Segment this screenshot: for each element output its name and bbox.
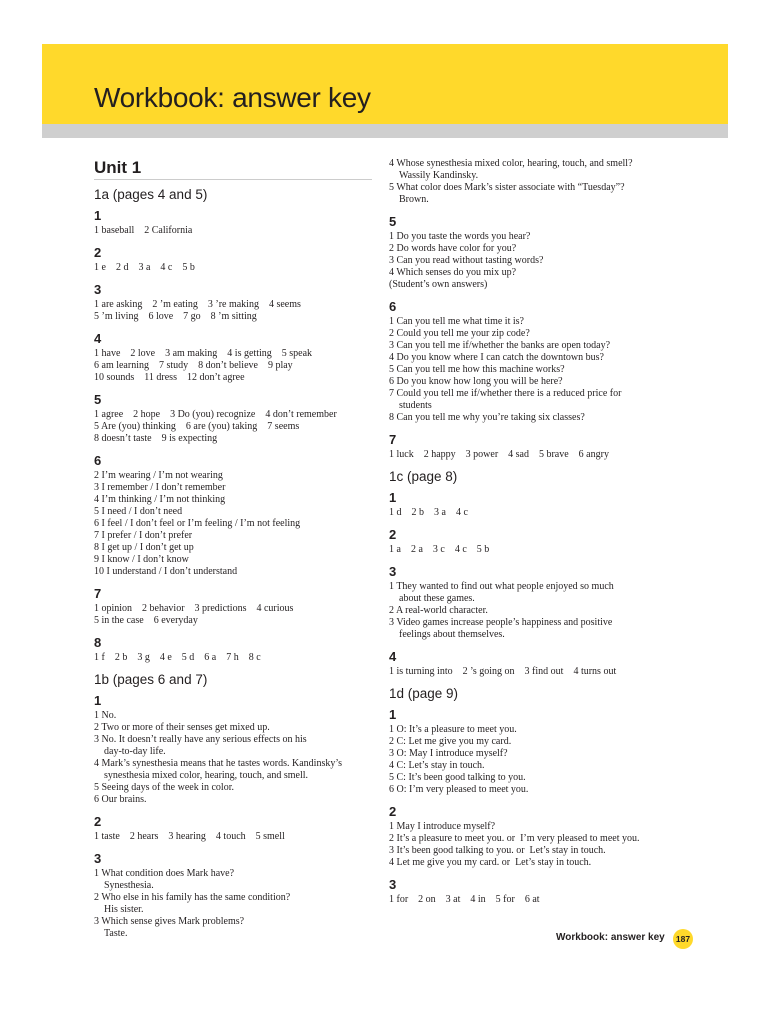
answer-lines bbox=[389, 724, 679, 796]
answer-line: 3 Can you read without tasting words? bbox=[389, 255, 544, 266]
answer-line: day-to-day life. bbox=[104, 746, 166, 757]
answer-line: 4 Mark’s synesthesia means that he tastes words. Kandinsky’s bbox=[94, 758, 343, 769]
answer-line: 1 baseball 2 California bbox=[94, 225, 193, 236]
answer-line: 5 Seeing days of the week in color. bbox=[94, 782, 234, 793]
answer-line: 1 They wanted to find out what people enjoyed so much bbox=[389, 581, 614, 592]
page-number: 187 bbox=[673, 929, 693, 949]
answer-line: 3 Video games increase people’s happiness and positive bbox=[389, 617, 613, 628]
exercise-number: 1 bbox=[389, 490, 397, 505]
answer-line: Taste. bbox=[104, 928, 128, 939]
answer-line: feelings about themselves. bbox=[399, 629, 505, 640]
answer-line: 1 taste 2 hears 3 hearing 4 touch 5 smell bbox=[94, 831, 285, 842]
answer-lines bbox=[94, 409, 372, 445]
answer-line: 1 Do you taste the words you hear? bbox=[389, 231, 531, 242]
answer-line: 3 O: May I introduce myself? bbox=[389, 748, 508, 759]
answer-lines bbox=[389, 894, 679, 906]
answer-line: 1 for 2 on 3 at 4 in 5 for 6 at bbox=[389, 894, 540, 905]
exercise-number: 1 bbox=[389, 707, 397, 722]
exercise-number: 2 bbox=[389, 527, 397, 542]
section-1b-title: 1b (pages 6 and 7) bbox=[94, 672, 208, 687]
answer-line: 1 No. bbox=[94, 710, 117, 721]
answer-line: 4 Whose synesthesia mixed color, hearing, touch, and smell? bbox=[389, 158, 633, 169]
answer-lines bbox=[389, 544, 679, 556]
exercise-number: 7 bbox=[94, 586, 102, 601]
answer-line: 1 is turning into 2 ’s going on 3 find out 4 turns out bbox=[389, 666, 617, 677]
answer-line: 2 Two or more of their senses get mixed up. bbox=[94, 722, 270, 733]
answer-line: (Student’s own answers) bbox=[389, 279, 488, 290]
answer-line: 1 agree 2 hope 3 Do (you) recognize 4 don’t remember bbox=[94, 409, 337, 420]
answer-line: 4 C: Let’s stay in touch. bbox=[389, 760, 485, 771]
section-1c-title: 1c (page 8) bbox=[389, 469, 458, 484]
exercise-number: 2 bbox=[94, 814, 102, 829]
section-1a-title: 1a (pages 4 and 5) bbox=[94, 187, 208, 202]
exercise-number: 1 bbox=[94, 693, 102, 708]
answer-line: 1 d 2 b 3 a 4 c bbox=[389, 507, 468, 518]
unit-title: Unit 1 bbox=[94, 158, 372, 180]
answer-line: 1 What condition does Mark have? bbox=[94, 868, 235, 879]
answer-line: 1 f 2 b 3 g 4 e 5 d 6 a 7 h 8 c bbox=[94, 652, 261, 663]
answer-line: 7 Could you tell me if/whether there is a reduced price for bbox=[389, 388, 622, 399]
answer-line: 5 in the case 6 everyday bbox=[94, 615, 198, 626]
answer-line: 8 Can you tell me why you’re taking six classes? bbox=[389, 412, 585, 423]
exercise-number: 5 bbox=[389, 214, 397, 229]
page-title: Workbook: answer key bbox=[94, 82, 371, 113]
answer-lines bbox=[94, 831, 372, 843]
exercise-number: 2 bbox=[389, 804, 397, 819]
exercise-number: 3 bbox=[389, 877, 397, 892]
answer-lines bbox=[94, 470, 372, 578]
answer-lines bbox=[389, 231, 679, 291]
answer-lines bbox=[389, 821, 679, 869]
answer-lines bbox=[94, 603, 372, 627]
answer-line: 1 luck 2 happy 3 power 4 sad 5 brave 6 angry bbox=[389, 449, 609, 460]
exercise-number: 3 bbox=[94, 282, 102, 297]
answer-line: 1 a 2 a 3 c 4 c 5 b bbox=[389, 544, 490, 555]
answer-line: 2 A real-world character. bbox=[389, 605, 488, 616]
answer-line: 1 O: It’s a pleasure to meet you. bbox=[389, 724, 517, 735]
section-1d-title: 1d (page 9) bbox=[389, 686, 459, 701]
exercise-number: 5 bbox=[94, 392, 102, 407]
answer-line: 2 C: Let me give you my card. bbox=[389, 736, 512, 747]
answer-lines bbox=[94, 262, 372, 274]
answer-line: 8 I get up / I don’t get up bbox=[94, 542, 194, 553]
answer-lines bbox=[389, 316, 679, 424]
answer-line: 5 I need / I don’t need bbox=[94, 506, 183, 517]
answer-line: Synesthesia. bbox=[104, 880, 154, 891]
answer-line: about these games. bbox=[399, 593, 475, 604]
answer-lines bbox=[94, 652, 372, 664]
answer-line: 6 am learning 7 study 8 don’t believe 9 play bbox=[94, 360, 293, 371]
header-strip bbox=[42, 124, 728, 138]
answer-line: 3 It’s been good talking to you. or Let’s stay in touch. bbox=[389, 845, 606, 856]
answer-line: 4 Do you know where I can catch the downtown bus? bbox=[389, 352, 604, 363]
exercise-number: 7 bbox=[389, 432, 397, 447]
answer-line: 1 May I introduce myself? bbox=[389, 821, 496, 832]
answer-line: 7 I prefer / I don’t prefer bbox=[94, 530, 193, 541]
answer-line: 3 Which sense gives Mark problems? bbox=[94, 916, 245, 927]
answer-line: 2 It’s a pleasure to meet you. or I’m very pleased to meet you. bbox=[389, 833, 640, 844]
answer-line: 6 O: I’m very pleased to meet you. bbox=[389, 784, 529, 795]
answer-line: Brown. bbox=[399, 194, 429, 205]
answer-line: 5 Can you tell me how this machine works? bbox=[389, 364, 565, 375]
left-column bbox=[94, 158, 372, 948]
answer-line: 6 Do you know how long you will be here? bbox=[389, 376, 563, 387]
exercise-number: 4 bbox=[94, 331, 102, 346]
exercise-number: 3 bbox=[389, 564, 397, 579]
exercise-number: 6 bbox=[94, 453, 102, 468]
answer-line: 6 Our brains. bbox=[94, 794, 147, 805]
answer-lines bbox=[94, 348, 372, 384]
answer-line: 3 No. It doesn’t really have any serious effects on his bbox=[94, 734, 307, 745]
answer-line: 2 Who else in his family has the same condition? bbox=[94, 892, 291, 903]
answer-lines bbox=[94, 225, 372, 237]
answer-line: 1 Can you tell me what time it is? bbox=[389, 316, 524, 327]
answer-line: 5 Are (you) thinking 6 are (you) taking 7 seems bbox=[94, 421, 300, 432]
exercise-number: 1 bbox=[94, 208, 102, 223]
answer-lines bbox=[94, 710, 372, 806]
answer-line: synesthesia mixed color, hearing, touch, and smell. bbox=[104, 770, 308, 781]
exercise-number: 2 bbox=[94, 245, 102, 260]
answer-lines bbox=[389, 158, 679, 206]
answer-line: 9 I know / I don’t know bbox=[94, 554, 189, 565]
exercise-number: 8 bbox=[94, 635, 102, 650]
answer-line: 1 opinion 2 behavior 3 predictions 4 curious bbox=[94, 603, 294, 614]
exercise-number: 4 bbox=[389, 649, 397, 664]
answer-line: students bbox=[399, 400, 432, 411]
answer-lines bbox=[389, 581, 679, 641]
answer-line: 4 I’m thinking / I’m not thinking bbox=[94, 494, 226, 505]
answer-lines bbox=[389, 449, 679, 461]
answer-line: 10 I understand / I don’t understand bbox=[94, 566, 238, 577]
answer-line: 1 have 2 love 3 am making 4 is getting 5 speak bbox=[94, 348, 313, 359]
answer-line: 4 Let me give you my card. or Let’s stay in touch. bbox=[389, 857, 592, 868]
answer-line: 1 e 2 d 3 a 4 c 5 b bbox=[94, 262, 195, 273]
answer-line: 2 Could you tell me your zip code? bbox=[389, 328, 530, 339]
answer-line: 5 What color does Mark’s sister associate with “Tuesday”? bbox=[389, 182, 625, 193]
answer-line: 1 are asking 2 ’m eating 3 ’re making 4 seems bbox=[94, 299, 301, 310]
answer-line: Wassily Kandinsky. bbox=[399, 170, 479, 181]
answer-lines bbox=[94, 868, 372, 940]
right-column bbox=[389, 158, 679, 914]
answer-line: 6 I feel / I don’t feel or I’m feeling / I’m not feeling bbox=[94, 518, 301, 529]
answer-lines bbox=[389, 507, 679, 519]
answer-line: 4 Which senses do you mix up? bbox=[389, 267, 517, 278]
answer-line: 10 sounds 11 dress 12 don’t agree bbox=[94, 372, 245, 383]
exercise-number: 3 bbox=[94, 851, 102, 866]
answer-line: His sister. bbox=[104, 904, 144, 915]
answer-line: 2 I’m wearing / I’m not wearing bbox=[94, 470, 223, 481]
answer-line: 5 C: It’s been good talking to you. bbox=[389, 772, 526, 783]
answer-line: 5 ’m living 6 love 7 go 8 ’m sitting bbox=[94, 311, 257, 322]
answer-line: 3 I remember / I don’t remember bbox=[94, 482, 226, 493]
answer-line: 8 doesn’t taste 9 is expecting bbox=[94, 433, 218, 444]
answer-line: 2 Do words have color for you? bbox=[389, 243, 517, 254]
answer-lines bbox=[94, 299, 372, 323]
exercise-number: 6 bbox=[389, 299, 397, 314]
footer-label: Workbook: answer key bbox=[556, 932, 665, 943]
answer-line: 3 Can you tell me if/whether the banks are open today? bbox=[389, 340, 611, 351]
answer-lines bbox=[389, 666, 679, 678]
